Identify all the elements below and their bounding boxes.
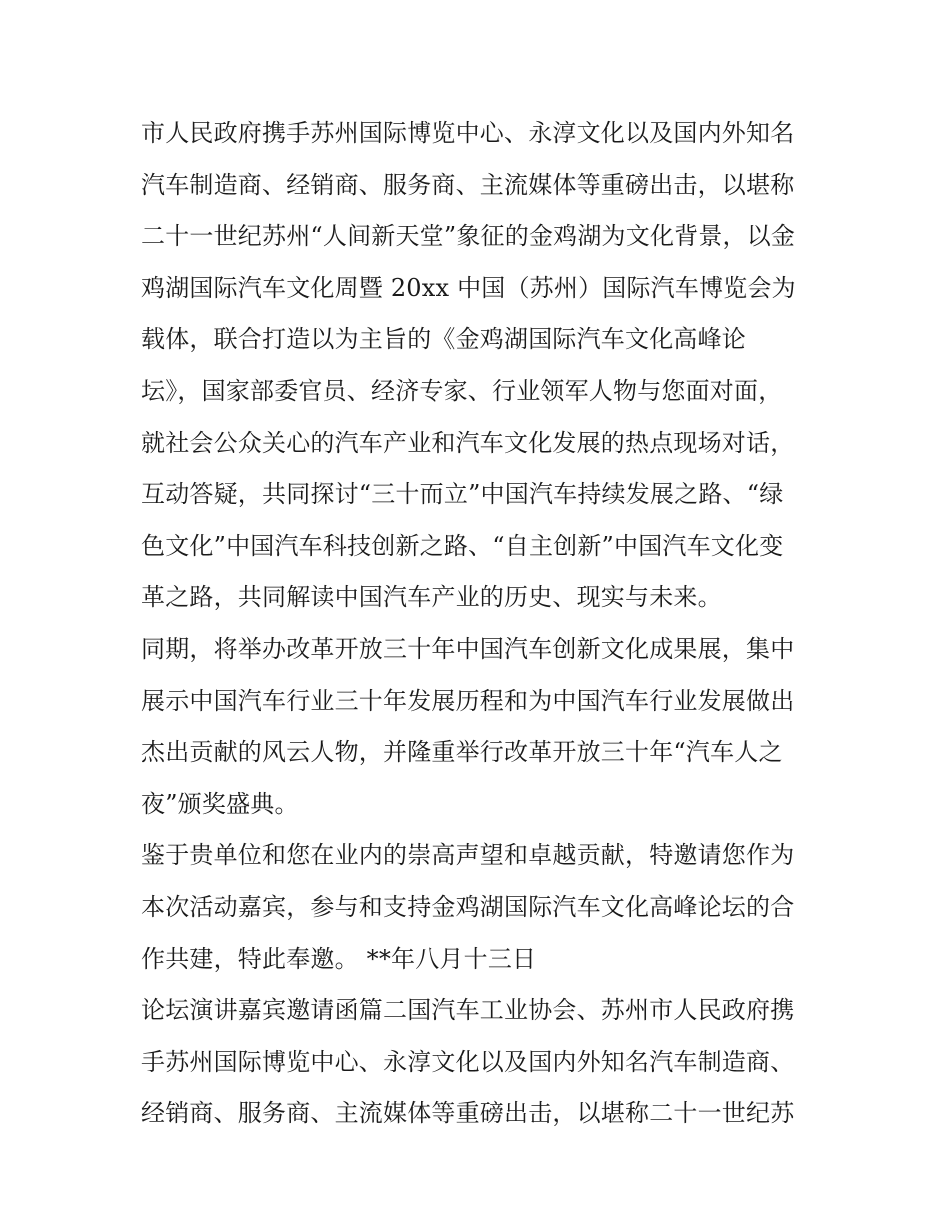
text-line: 载体，联合打造以为主旨的《金鸡湖国际汽车文化高峰论: [141, 325, 746, 354]
text-line: 经销商、服务商、主流媒体等重磅出击，以堪称二十一世纪苏: [141, 1099, 795, 1128]
text-line: 同期，将举办改革开放三十年中国汽车创新文化成果展，集中: [141, 634, 795, 663]
document-body: [141, 108, 821, 1140]
text-line: 二十一世纪苏州“人间新天堂”象征的金鸡湖为文化背景，以金: [141, 222, 796, 251]
text-line: 鸡湖国际汽车文化周暨 20xx 中国（苏州）国际汽车博览会为: [141, 273, 796, 302]
text-line: 杰出贡献的风云人物，并隆重举行改革开放三十年“汽车人之: [141, 738, 783, 767]
text-line: 坛》，国家部委官员、经济专家、行业领军人物与您面对面，: [141, 376, 783, 405]
text-line: 就社会公众关心的汽车产业和汽车文化发展的热点现场对话，: [141, 428, 795, 457]
text-line: 作共建，特此奉邀。 **年八月十三日: [141, 944, 537, 973]
text-line: 展示中国汽车行业三十年发展历程和为中国汽车行业发展做出: [141, 686, 795, 715]
text-line: 本次活动嘉宾，参与和支持金鸡湖国际汽车文化高峰论坛的合: [141, 892, 795, 921]
text-line: 手苏州国际博览中心、永淳文化以及国内外知名汽车制造商、: [141, 1047, 795, 1076]
text-line: 汽车制造商、经销商、服务商、主流媒体等重磅出击，以堪称: [141, 170, 795, 199]
text-line: 互动答疑，共同探讨“三十而立”中国汽车持续发展之路、“绿: [141, 480, 784, 509]
text-line: 革之路，共同解读中国汽车产业的历史、现实与未来。: [141, 583, 722, 612]
text-line: 论坛演讲嘉宾邀请函篇二国汽车工业协会、苏州市人民政府携: [141, 996, 795, 1025]
text-line: 鉴于贵单位和您在业内的崇高声望和卓越贡献，特邀请您作为: [141, 841, 795, 870]
text-line: 市人民政府携手苏州国际博览中心、永淳文化以及国内外知名: [141, 119, 795, 147]
text-line: 色文化”中国汽车科技创新之路、“自主创新”中国汽车文化变: [141, 531, 784, 560]
text-line: 夜”颁奖盛典。: [141, 789, 299, 818]
